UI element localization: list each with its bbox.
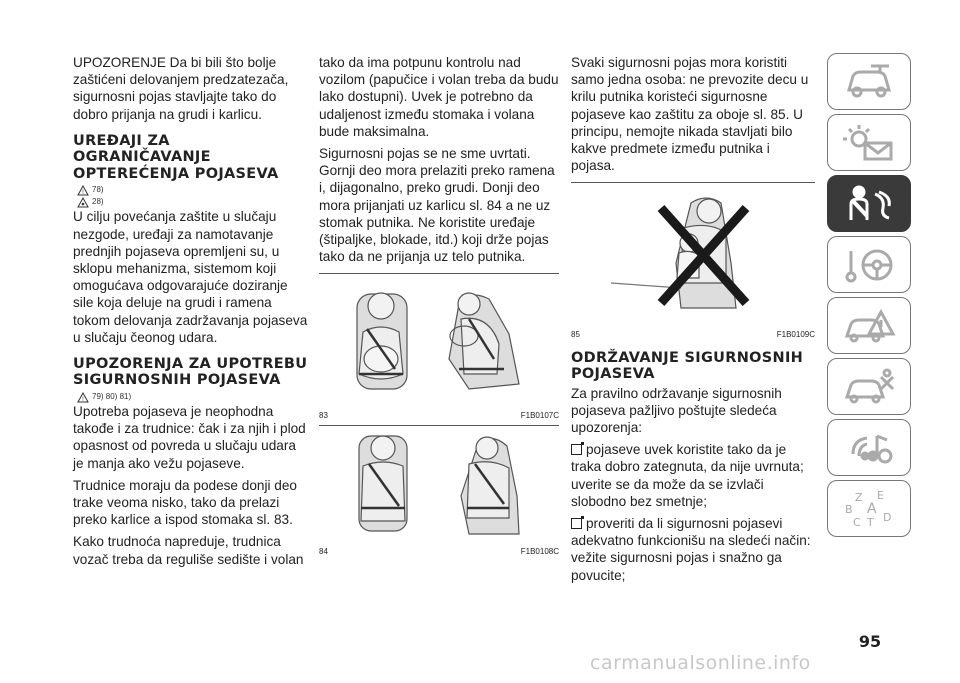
figure-number: 83 — [319, 410, 328, 420]
car-dashboard-icon — [841, 62, 897, 102]
warning-refs-79-81: ! 79) 80) 81) — [73, 391, 309, 403]
page-number: 95 — [858, 632, 882, 651]
service-tools-icon — [841, 367, 897, 407]
warning-triangle-icon — [77, 185, 89, 196]
belt-routing-text: Sigurnosni pojas se ne sme uvrtati. Gornji deo mora prelaziti preko ramena i, dijagonalno, preko grudi. Donji deo mora prijanjati uz karlicu sl. 84 a ne uz stomak putnika. Ne koristite uređaje (štipaljke, blokade, itd.) koji drže pojas tako da ne prijanja uz telo putnika. — [319, 146, 555, 265]
figure-83 — [319, 274, 559, 420]
index-letter: Z — [855, 490, 863, 504]
alphabetical-index-icon — [841, 489, 897, 529]
maintenance-intro-text: Za pravilno održavanje sigurnosnih pojaseva pažljivo poštujte sledeća upozorenja: — [571, 385, 782, 436]
figure-number: 85 — [571, 329, 580, 339]
index-letter: A — [867, 500, 877, 517]
note-hand-icon — [77, 197, 89, 208]
warning-light-message-icon — [841, 123, 897, 163]
tab-safety[interactable] — [827, 175, 911, 232]
warning-ref-78: ! 78) — [73, 184, 309, 196]
index-letter: C — [853, 515, 861, 529]
one-person-per-belt-text: Svaki sigurnosni pojas mora koristiti samo jedna osoba: ne prevozite decu u krilu putnika koristeći sigurnosne pojaseve kao zaštitu za oboje sl. 85. U principu, nemojte nikada stavljati bilo kakve predmete između putnika i pojasa. — [571, 55, 809, 174]
figure-84-caption — [319, 547, 559, 557]
column-right — [571, 54, 815, 589]
figure-code: F1B0108C — [520, 546, 559, 556]
chapter-tabs — [827, 53, 913, 541]
pregnant-seat-text: Kako trudnoća napreduje, trudnica vozač treba da reguliše sedište i volan — [73, 534, 304, 567]
child-on-lap-prohibited-illustration — [571, 183, 815, 323]
figure-83-caption — [319, 411, 559, 421]
pregnant-woman-seatbelt-illustration — [319, 274, 559, 404]
tab-emergency[interactable] — [827, 297, 911, 354]
section-title-belt-maintenance: ODRŽAVANJE SIGURNOSNIH POJASEVA — [571, 349, 804, 383]
warning-ref-28: 28) — [73, 196, 309, 208]
maintenance-bullet-2: proveriti da li sigurnosni pojasevi adekvatno funkcionišu na sledeći način: vežite sigurnosni pojas i snažno ga povucite; — [571, 516, 811, 583]
index-letter: T — [867, 515, 874, 529]
intro-warning-text: UPOZORENJE Da bi bili što bolje zaštićeni delovanjem predzatezača, sigurnosni pojas stavljajte tako do dobro prijanja na grudi i karlicu. — [73, 55, 289, 122]
column-left — [73, 54, 309, 573]
checkbox-bullet-icon — [571, 518, 582, 529]
index-letter: E — [877, 488, 884, 502]
steering-distance-text: tako da ima potpunu kontrolu nad vozilom (papučice i volan treba da budu lako dostupni). Uvek je potrebno da udaljenost između stomaka i volana bude maksimalna. — [319, 55, 559, 139]
pregnant-lap-belt-text: Trudnice moraju da podese donji deo trake veoma nisko, tako da prelazi preko karlice a ispod stomaka sl. 83. — [73, 477, 297, 528]
figure-85 — [571, 183, 815, 339]
load-limiters-text: U cilju povećanja zaštite u slučaju nezgode, uređaji za namotavanje prednjih pojaseva opremljeni su, u sklopu mehanizma, sistemom koji omogućava odgovarajuće doziranje sile koja deluje na grudi i ramena tokom delovanja zadržavanja pojaseva u slučaju čeonog udara. — [73, 209, 308, 345]
warning-triangle-icon — [77, 392, 89, 403]
tab-index[interactable] — [827, 480, 911, 537]
index-letter: D — [883, 510, 892, 524]
breakdown-warning-icon — [841, 306, 897, 346]
svg-text:!: ! — [82, 396, 84, 403]
section-title-load-limiters: UREĐAJI ZA OGRANIČAVANJE OPTEREĆENJA POJASEVA — [73, 132, 279, 182]
column-middle — [319, 54, 559, 557]
figure-85-caption — [571, 330, 815, 340]
watermark: carmanualsonline.info — [590, 652, 811, 674]
seat-belt-airbag-icon — [841, 184, 897, 224]
maintenance-bullet-1: pojaseve uvek koristite tako da je traka dobro zategnuta, da nije uvrnuta; uverite se da može da se izvlači slobodno bez smetnje; — [571, 442, 804, 509]
adults-seatbelt-illustration — [319, 426, 559, 541]
tab-warning-lights[interactable] — [827, 114, 911, 171]
pregnant-belt-text: Upotreba pojaseva je neophodna takođe i za trudnice: čak i za njih i plod opasnost od povreda u slučaju udara je manja ako vežu pojaseve. — [73, 403, 306, 471]
figure-number: 84 — [319, 546, 328, 556]
figure-code: F1B0109C — [776, 329, 815, 339]
tab-starting-driving[interactable] — [827, 236, 911, 293]
key-steering-wheel-icon — [841, 245, 897, 285]
tab-maintenance[interactable] — [827, 358, 911, 415]
index-letter: B — [845, 502, 853, 516]
figure-84 — [319, 426, 559, 557]
checkbox-bullet-icon — [571, 444, 582, 455]
tab-multimedia[interactable] — [827, 419, 911, 476]
section-title-belt-warnings: UPOZORENJA ZA UPOTREBU SIGURNOSNIH POJASEVA — [73, 355, 308, 389]
svg-text:!: ! — [82, 190, 84, 197]
tab-dashboard[interactable] — [827, 53, 911, 110]
multimedia-connectivity-icon — [841, 428, 897, 468]
figure-code: F1B0107C — [520, 410, 559, 420]
